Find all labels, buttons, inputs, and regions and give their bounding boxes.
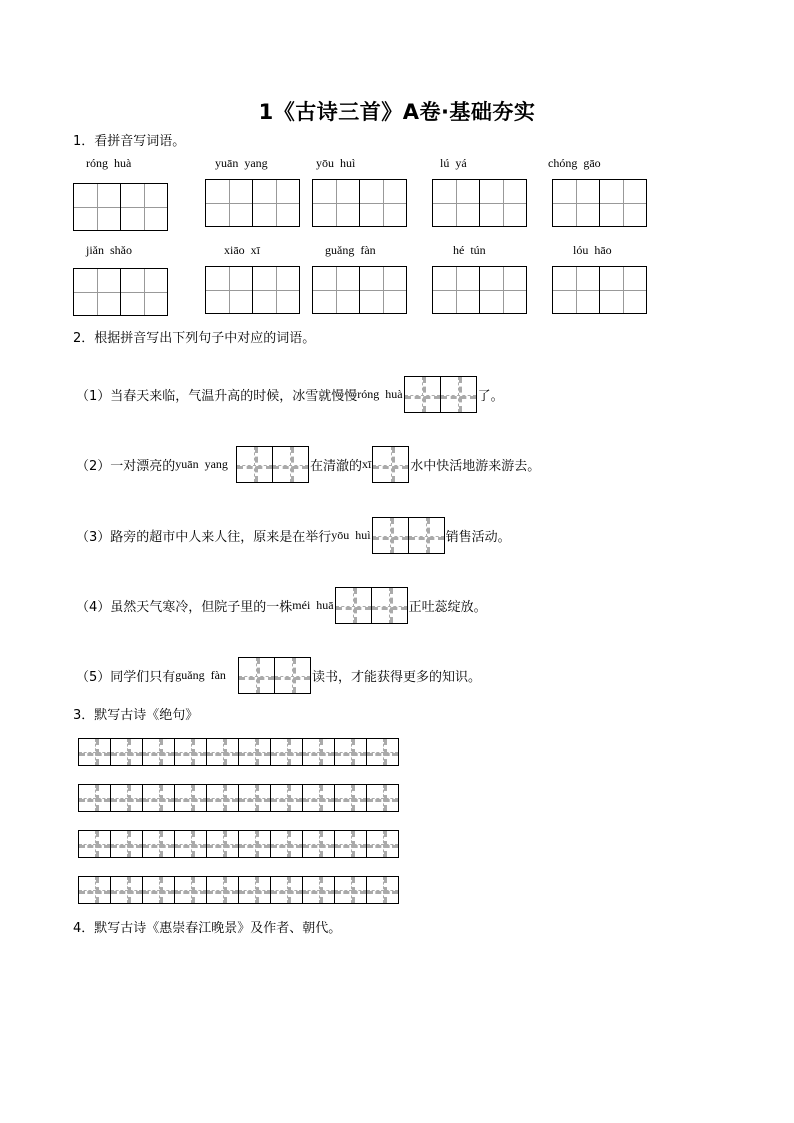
pinyin-2-5: lóu hāo (573, 243, 612, 257)
answer-grid[interactable] (552, 179, 647, 227)
sentence-5 (76, 657, 481, 694)
answer-grid[interactable] (205, 266, 300, 314)
answer-grid[interactable] (73, 268, 168, 316)
sentence-4 (76, 587, 487, 624)
sentence-text: 在清澈的 (309, 459, 362, 474)
question-1-label: 1．看拼音写词语。 (73, 134, 186, 149)
sentence-pinyin: róng huà (357, 387, 403, 401)
sentence-text: 水中快活地游来游去。 (410, 459, 541, 474)
sentence-3 (76, 517, 511, 554)
page-title: 1《古诗三首》A卷·基础夯实 (258, 100, 536, 124)
answer-grid[interactable] (238, 657, 311, 694)
pinyin-2-3: guǎng fàn (325, 243, 376, 257)
pinyin-2-2: xiāo xī (224, 243, 260, 257)
sentence-text: 了。 (477, 389, 504, 404)
answer-grid[interactable] (312, 266, 407, 314)
poem-line-grid[interactable] (78, 738, 399, 766)
sentence-text: 正吐蕊绽放。 (408, 600, 487, 615)
sentence-text: （5）同学们只有 (76, 670, 176, 685)
answer-grid[interactable] (552, 266, 647, 314)
answer-grid[interactable] (404, 376, 477, 413)
answer-grid[interactable] (432, 266, 527, 314)
question-3-label: 3．默写古诗《绝句》 (73, 708, 199, 723)
sentence-pinyin: xī (361, 457, 372, 471)
poem-line-grid[interactable] (78, 784, 399, 812)
answer-grid[interactable] (432, 179, 527, 227)
poem-line-grid[interactable] (78, 876, 399, 904)
sentence-pinyin: guǎng fàn (175, 668, 226, 682)
sentence-text: （1）当春天来临，气温升高的时候，冰雪就慢慢 (76, 389, 358, 404)
answer-grid[interactable] (73, 183, 168, 231)
answer-grid[interactable] (335, 587, 408, 624)
pinyin-1-4: lú yá (440, 156, 467, 170)
pinyin-2-4: hé tún (453, 243, 486, 257)
pinyin-2-1: jiǎn shǎo (86, 243, 132, 257)
sentence-1 (76, 376, 504, 413)
question-2-label: 2．根据拼音写出下列句子中对应的词语。 (73, 331, 316, 346)
poem-line-grid[interactable] (78, 830, 399, 858)
question-4-label: 4．默写古诗《惠崇春江晚景》及作者、朝代。 (73, 921, 342, 936)
sentence-text: 销售活动。 (445, 530, 511, 545)
answer-grid[interactable] (236, 446, 309, 483)
pinyin-1-5: chóng gāo (548, 156, 601, 170)
answer-grid[interactable] (205, 179, 300, 227)
pinyin-1-2: yuān yang (215, 156, 268, 170)
answer-grid[interactable] (372, 517, 445, 554)
pinyin-1-1: róng huà (86, 156, 132, 170)
pinyin-1-3: yōu huì (316, 156, 356, 170)
answer-grid[interactable] (312, 179, 407, 227)
sentence-pinyin: yuān yang (175, 457, 228, 471)
sentence-text: （4）虽然天气寒冷，但院子里的一株 (76, 600, 293, 615)
sentence-text: （2）一对漂亮的 (76, 459, 176, 474)
sentence-text: 读书，才能获得更多的知识。 (311, 670, 481, 685)
sentence-2 (76, 446, 540, 483)
sentence-pinyin: méi huā (292, 598, 334, 612)
sentence-pinyin: yōu huì (331, 528, 371, 542)
answer-grid[interactable] (372, 446, 409, 483)
sentence-text: （3）路旁的超市中人来人往，原来是在举行 (76, 530, 332, 545)
